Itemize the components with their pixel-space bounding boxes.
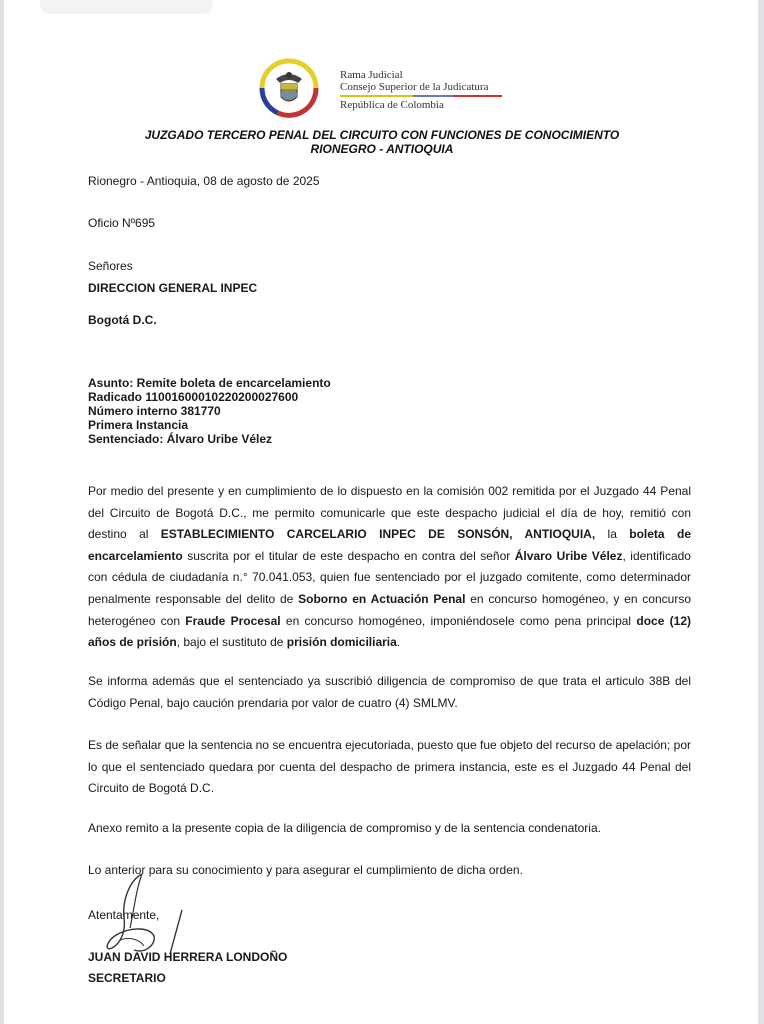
text-run: , identificado con cédula de ciudadanía n.° 70.041.053, quien fue sentenciado por el juzgado comitente, como determinador penalmente responsable del delito de [88, 548, 691, 606]
signature-icon [100, 870, 210, 960]
subject-block [88, 376, 331, 446]
court-title: JUZGADO TERCERO PENAL DEL CIRCUITO CON FUNCIONES DE CONOCIMIENTO [144, 128, 620, 142]
oficio-number: Oficio Nº695 [88, 216, 156, 230]
colombia-seal-icon [258, 57, 320, 119]
signer-name: JUAN DAVID HERRERA LONDOÑO [88, 950, 288, 964]
body-paragraph-1 [88, 481, 691, 654]
text-run: , bajo el sustituto de [176, 635, 287, 650]
bold-run: doce (12) años de prisión [88, 613, 691, 650]
subject-sentenciado: Sentenciado: Álvaro Uribe Vélez [88, 432, 273, 446]
bold-run: ESTABLECIMIENTO CARCELARIO INPEC DE SONSÓN, ANTIOQUIA, [160, 527, 596, 542]
subject-radicado: Radicado 11001600010220200027600 [88, 390, 299, 404]
recipient-salutation: Señores [88, 259, 133, 273]
subject-instancia: Primera Instancia [88, 418, 189, 432]
letterhead-divider [340, 95, 502, 97]
bold-run: Álvaro Uribe Vélez [514, 548, 623, 563]
court-location: RIONEGRO - ANTIOQUIA [310, 142, 454, 156]
subject-asunto: Asunto: Remite boleta de encarcelamiento [88, 376, 331, 390]
subject-numero-interno: Número interno 381770 [88, 404, 221, 418]
body-paragraph-2: Se informa además que el sentenciado ya suscribió diligencia de compromiso de que trata el articulo 38B del Código Penal, bajo caución prendaria por valor de cuatro (4) SMLMV. [88, 674, 691, 710]
text-run: en concurso homogéneo, imponiéndosele como pena principal [280, 613, 637, 628]
body-paragraph-4: Anexo remito a la presente copia de la diligencia de compromiso y de la sentencia condenatoria. [88, 821, 601, 835]
date-line: Rionegro - Antioquia, 08 de agosto de 2025 [88, 174, 320, 188]
letterhead-line3: República de Colombia [340, 99, 444, 111]
text-run: . [396, 635, 401, 650]
body-paragraph-3: Es de señalar que la sentencia no se encuentra ejecutoriada, puesto que fue objeto del recurso de apelación; por lo que el sentenciado quedara por cuenta del despacho de primera instancia, este es el Juzgado 44 Penal del Circuito de Bogotá D.C. [88, 738, 691, 796]
letterhead-line1: Rama Judicial [340, 69, 403, 81]
signer-title: SECRETARIO [88, 971, 166, 985]
recipient-city: Bogotá D.C. [88, 313, 157, 327]
bold-run: Soborno en Actuación Penal [298, 591, 466, 606]
text-run: suscrita por el titular de este despacho en contra del señor [182, 548, 515, 563]
letterhead-line2: Consejo Superior de la Judicatura [340, 81, 489, 93]
bold-run: Fraude Procesal [185, 613, 281, 628]
text-run: la [595, 527, 630, 542]
text-run: Por medio del presente y en cumplimiento de lo dispuesto en la comisión 002 remitida por el Juzgado 44 Penal del Circuito de Bogotá D.C., me permito comunicarle que este despacho judicial el día de hoy, remitió con destino al [88, 484, 691, 542]
bold-run: boleta de encarcelamiento [88, 527, 691, 563]
valediction: Atentamente, [88, 908, 160, 922]
recipient-name: DIRECCION GENERAL INPEC [88, 281, 258, 295]
body-paragraph-5: Lo anterior para su conocimiento y para asegurar el cumplimiento de dicha orden. [88, 863, 523, 877]
top-overlay-bar [40, 0, 213, 14]
text-run: en concurso homogéneo, y en concurso heterogéneo con [88, 591, 691, 628]
bold-run: prisión domiciliaria [286, 635, 397, 650]
letterhead [258, 57, 508, 119]
